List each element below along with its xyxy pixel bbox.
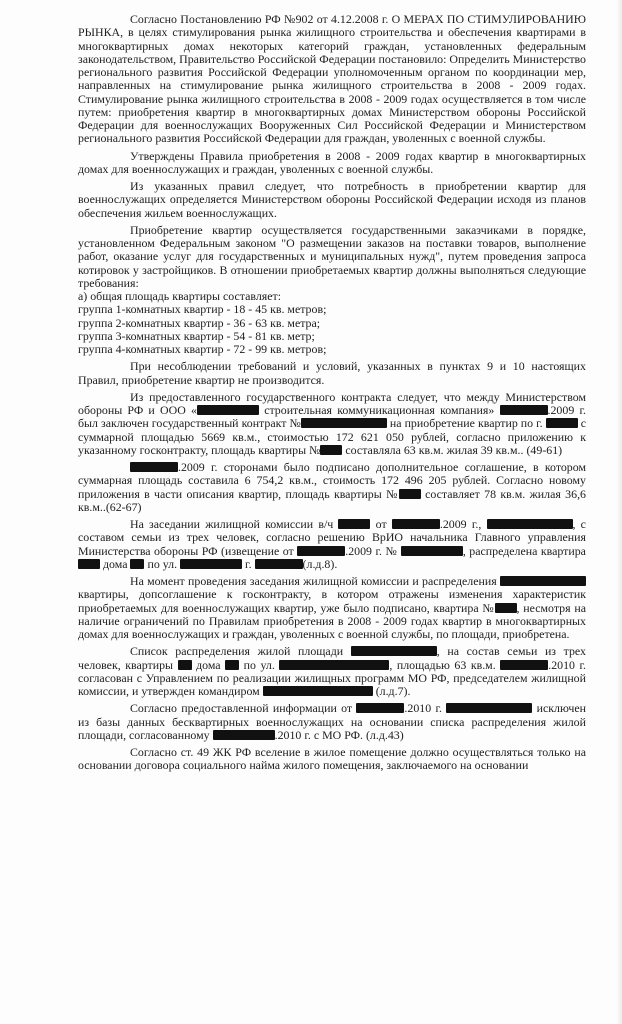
list-item: группа 4-комнатных квартир - 72 - 99 кв. метров;	[78, 342, 327, 356]
redaction-bar	[500, 576, 586, 586]
paragraph-distribution-list	[78, 645, 586, 698]
text-segment: г.	[245, 556, 252, 571]
text-segment: дома	[196, 657, 221, 672]
redaction-bar	[495, 603, 517, 613]
text-segment: квартиры, допсоглашение к госконтракту, в котором отражены изменения характеристик приобретаемых для военнослужащих квартир, уже было подписано, квартира №	[78, 587, 586, 615]
redaction-bar	[351, 646, 437, 656]
text-segment: (л.д.7).	[375, 684, 411, 698]
redaction-bar	[446, 703, 532, 713]
redaction-bar	[297, 546, 345, 556]
document-body	[78, 13, 586, 773]
paragraph-supplement	[78, 461, 586, 514]
area-requirements-list	[78, 290, 586, 356]
redaction-bar	[255, 559, 303, 569]
scan-edge	[616, 0, 622, 1024]
text-segment: , распределена квартира	[462, 543, 586, 558]
text-segment: .2009 г. был заключен государственный контракт №	[78, 403, 586, 431]
redaction-bar	[180, 559, 242, 569]
list-heading: а) общая площадь квартиры составляет:	[78, 289, 282, 303]
text-procurement: Приобретение квартир осуществляется государственными заказчиками в порядке, установленном Федеральным законом "О размещении заказов на поставки товаров, выполнение работ, оказание услуг для государственных и муниципальных нужд", путем проведения запроса котировок у застройщиков. В отношении приобретаемых квартир должны выполняться следующие требования:	[78, 222, 586, 290]
text-segment: с суммарной площадью 5669 кв.м., стоимостью 172 621 050 рублей, согласно приложению к указанному госконтракту, площадь квартиры №	[78, 416, 586, 457]
paragraph-moment	[78, 575, 586, 641]
redaction-bar	[338, 519, 370, 529]
text-segment: по ул.	[147, 556, 178, 571]
text-segment: .2010 г.	[404, 701, 442, 716]
text-decree: Согласно Постановлению РФ №902 от 4.12.2008 г. О МЕРАХ ПО СТИМУЛИРОВАНИЮ РЫНКА, в целях стимулирования рынка жилищного строительства и обеспечения квартирами в многоквартирных домах некоторых категорий граждан, установленных федеральным законодательством, Правительство Российской Федерации постановило: Определить Министерство регионального развития Российской Федерации уполномоченным органом по координации мер, направленных на стимулирование рынка жилищного строительства в 2008 - 2009 годах. Стимулирование рынка жилищного строительства в 2008 - 2009 годах осуществляется в том числе путем: приобретения квартир в многоквартирных домах Министерством обороны Российской Федерации для военнослужащих Вооруженных Сил Российской Федерации и Министерством регионального развития Российской Федерации для граждан, уволенных с военной службы.	[78, 12, 586, 146]
list-item: группа 1-комнатных квартир - 18 - 45 кв. метров;	[78, 302, 327, 317]
text-segment: .2009 г. сторонами было подписано дополнительное соглашение, в котором суммарная площадь составила 6 754,2 кв.м., стоимость 172 496 205 рублей. Согласно новому приложения в части описания квартир, площадь квартиры №	[78, 460, 586, 501]
redaction-bar	[263, 686, 373, 696]
redaction-bar	[487, 519, 573, 529]
text-non-compliance: При несоблюдении требований и условий, указанных в пунктах 9 и 10 настоящих Правил, приобретение квартир не производится.	[78, 359, 586, 387]
redaction-bar	[399, 489, 421, 499]
text-segment: от	[375, 517, 387, 531]
text-segment: Согласно предоставленной информации от	[130, 701, 353, 716]
text-segment: исключен из базы данных бесквартирных военнослужащих на основании списка распределения жилой площади, согласованному	[78, 701, 587, 742]
text-segment: Из предоставленного государственного контракта следует, что между Министерством обороны РФ и ООО «	[78, 389, 586, 417]
redaction-bar	[546, 418, 578, 428]
redaction-bar	[392, 519, 440, 529]
redaction-bar	[356, 703, 404, 713]
redaction-bar	[301, 418, 387, 428]
text-segment: составляет 78 кв.м. жилая 36,6 кв.м..(62-67)	[78, 486, 586, 514]
redaction-bar	[279, 660, 389, 670]
redaction-bar	[320, 445, 342, 455]
paragraph-contract	[78, 391, 586, 457]
redaction-bar	[500, 660, 548, 670]
redaction-bar	[78, 559, 100, 569]
text-segment: на приобретение квартир по г.	[389, 416, 543, 431]
text-segment: , на состав семьи из трех человек, квартиры	[78, 644, 586, 672]
text-segment: .2009 г.,	[439, 517, 482, 531]
redaction-bar	[197, 405, 259, 415]
redaction-bar	[401, 546, 463, 556]
text-housing-code: Согласно ст. 49 ЖК РФ вселение в жилое помещение должно осуществляться только на основании договора социального найма жилого помещения, заключаемого на основании	[78, 745, 586, 773]
paragraph-commission	[78, 518, 586, 571]
text-segment: строительная коммуникационная компания»	[264, 403, 495, 417]
redaction-bar	[225, 660, 239, 670]
paragraph-information	[78, 702, 586, 742]
text-segment: Список распределения жилой площади	[130, 644, 344, 659]
text-segment: дома	[102, 556, 128, 571]
redaction-bar	[130, 462, 178, 472]
text-segment: .2009 г. №	[345, 543, 398, 558]
text-segment: , несмотря на наличие ограничений по Правилам приобретения в 2008 - 2009 годах квартир в многоквартирных домах для военнослужащих и граждан, уволенных с военной службы, по площади, приобретена.	[78, 600, 587, 641]
text-segment: .2010 г. с МО РФ. (л.д.43)	[274, 727, 404, 742]
text-rules: Утверждены Правила приобретения в 2008 - 2009 годах квартир в многоквартирных домах для военнослужащих и граждан, уволенных с военной службы.	[78, 148, 586, 176]
text-segment: по ул.	[243, 657, 275, 672]
redaction-bar	[500, 405, 548, 415]
paragraph-non-compliance	[78, 360, 586, 387]
paragraph-decree	[78, 13, 586, 146]
text-segment: (л.д.8).	[302, 556, 338, 571]
redaction-bar	[130, 559, 144, 569]
paragraph-need	[78, 180, 586, 220]
text-need: Из указанных правил следует, что потребность в приобретении квартир для военнослужащих определяется Министерством обороны Российской Федерации исходя из планов обеспечения жильем военнослужащих.	[78, 179, 586, 220]
redaction-bar	[213, 730, 275, 740]
list-item: группа 2-комнатных квартир - 36 - 63 кв. метра;	[78, 315, 321, 330]
paragraph-housing-code	[78, 746, 586, 773]
text-segment: На заседании жилищной комиссии в/ч	[130, 517, 334, 531]
list-item: группа 3-комнатных квартир - 54 - 81 кв. метр;	[78, 328, 315, 343]
paragraph-procurement	[78, 224, 586, 290]
text-segment: .2010 г. согласован с Управлением по реализации жилищных программ МО РФ, председателем жилищной комиссии, и утвержден командиром	[78, 657, 586, 698]
redaction-bar	[178, 660, 192, 670]
paragraph-rules	[78, 150, 586, 177]
text-segment: составляла 63 кв.м. жилая 39 кв.м.. (49-61)	[345, 442, 563, 457]
text-segment: , площадью 63 кв.м.	[389, 657, 496, 672]
text-segment: На момент проведения заседания жилищной комиссии и распределения	[130, 574, 497, 588]
text-segment: , с составом семьи из трех человек, согласно решению ВрИО начальника Главного управления Министерства обороны РФ (извещение от	[78, 517, 586, 558]
